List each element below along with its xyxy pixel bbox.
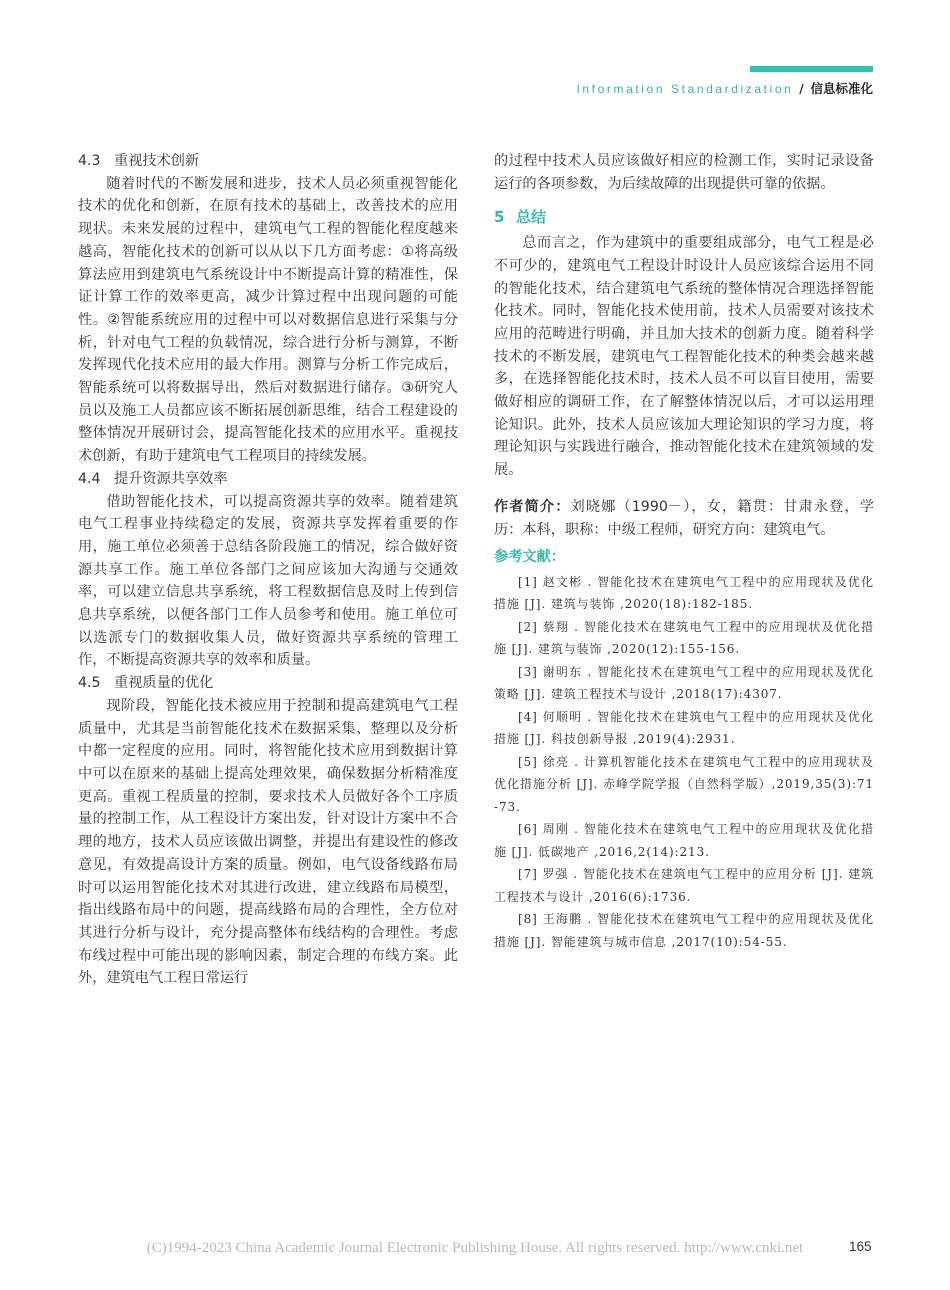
section-4-5-paragraph: 现阶段，智能化技术被应用于控制和提高建筑电气工程质量中，尤其是当前智能化技术在数据采集、整理以及分析中都一定程度的应用。同时，将智能化技术应用到数据计算中可以在原来的基础上提高处理效果，确保数据分析精准度更高。重视工程质量的控制，要求技术人员做好各个工序质量的控制工作，从工程设计方案出发，针对设计方案中不合理的地方，技术人员应该做出调整，并提出有建设性的修改意见，有效提高设计方案的质量。例如，电气设备线路布局时可以运用智能化技术对其进行改进，建立线路布局模型，指出线路布局中的问题，提高线路布局的合理性，全方位对其进行分析与设计，充分提高整体布线结构的合理性。考虑布线过程中可能出现的影响因素，制定合理的布线方案。此外，建筑电气工程日常运行	[78, 697, 458, 987]
reference-item: [1] 赵文彬 . 智能化技术在建筑电气工程中的应用现状及优化措施 [J]. 建筑与装饰 ,2020(18):182-185.	[494, 574, 874, 612]
section-4-5-heading	[78, 672, 458, 695]
journal-title-cn: 信息标准化	[810, 81, 873, 96]
left-column	[78, 150, 458, 990]
copyright-footer: (C)1994-2023 China Academic Journal Electronic Publishing House. All rights reserved. http://www.cnki.net	[146, 1240, 804, 1256]
section-title: 提升资源共享效率	[114, 470, 228, 487]
section-number: 4.5	[78, 675, 101, 692]
author-bio-text: 刘晓娜（1990－），女，籍贯：甘肃永登，学历：本科，职称：中级工程师，研究方向：建筑电气。	[494, 498, 874, 538]
section-5-heading	[494, 206, 874, 229]
section-number: 5	[494, 208, 505, 227]
section-title: 重视质量的优化	[114, 675, 214, 692]
journal-title-en: Information Standardization	[576, 82, 794, 96]
section-number: 4.4	[78, 470, 101, 487]
reference-item: [5] 徐亮 . 计算机智能化技术在建筑电气工程中的应用现状及优化措施分析 [J]. 赤峰学院学报（自然科学版）,2019,35(3):71-73.	[494, 754, 874, 814]
header-separator: /	[799, 82, 804, 96]
section-title: 总结	[516, 208, 547, 227]
author-bio	[494, 496, 874, 541]
section-4-3-paragraph: 随着时代的不断发展和进步，技术人员必须重视智能化技术的优化和创新，在原有技术的基础上，改善技术的应用现状。未来发展的过程中，建筑电气工程的智能化程度越来越高，智能化技术的创新可以从以下几方面考虑：①将高级算法应用到建筑电气系统设计中不断提高计算的精准性，保证计算工作的效率更高，减少计算过程中出现问题的可能性。②智能系统应用的过程中可以对数据信息进行采集与分析，针对电气工程的负载情况，综合进行分析与测算，不断发挥现代化技术应用的最大作用。测算与分析工作完成后，智能系统可以将数据导出，然后对数据进行储存。③研究人员以及施工人员都应该不断拓展创新思维，结合工程建设的整体情况开展研讨会，提高智能化技术的应用水平。重视技术创新，有助于建筑电气工程项目的持续发展。	[78, 175, 458, 465]
page-number: 165	[849, 1239, 872, 1254]
right-column	[494, 150, 874, 953]
section-4-4-heading	[78, 468, 458, 491]
reference-item: [8] 王海鹏 . 智能化技术在建筑电气工程中的应用现状及优化措施 [J]. 智能建筑与城市信息 ,2017(10):54-55.	[494, 912, 874, 949]
reference-item: [2] 蔡翔 . 智能化技术在建筑电气工程中的应用现状及优化措施 [J]. 建筑与装饰 ,2020(12):155-156.	[494, 619, 874, 657]
reference-item: [3] 谢明东 . 智能化技术在建筑电气工程中的应用现状及优化策略 [J]. 建筑工程技术与设计 ,2018(17):4307.	[494, 664, 874, 702]
header-accent-bar	[750, 66, 873, 72]
reference-item: [7] 罗强 . 智能化技术在建筑电气工程中的应用分析 [J]. 建筑工程技术与设计 ,2016(6):1736.	[494, 867, 874, 904]
section-5-paragraph: 总而言之，作为建筑中的重要组成部分，电气工程是必不可少的，建筑电气工程设计时设计人员应该综合运用不同的智能化技术，结合建筑电气系统的整体情况合理选择智能化技术。同时，智能化技术使用前，技术人员需要对该技术应用的范畴进行明确，并且加大技术的创新力度。随着科学技术的不断发展，建筑电气工程智能化技术的种类会越来越多，在选择智能化技术时，技术人员不可以盲目使用，需要做好相应的调研工作，在了解整体情况以后，才可以运用理论知识。此外，技术人员应该加大理论知识的学习力度，将理论知识与实践进行融合，推动智能化技术在建筑领域的发展。	[494, 235, 874, 479]
references-heading: 参考文献：	[494, 549, 565, 566]
section-title: 重视技术创新	[114, 153, 200, 169]
section-number: 4.3	[78, 153, 101, 169]
section-4-4-paragraph: 借助智能化技术，可以提高资源共享的效率。随着建筑电气工程事业持续稳定的发展，资源共享发挥着重要的作用，施工单位必须善于总结各阶段施工的情况，综合做好资源共享工作。施工单位各部门之间应该加大沟通与交通效率，可以建立信息共享系统，将工程数据信息及时上传到信息共享系统，以便各部门工作人员参考和使用。施工单位可以选派专门的数据收集人员，做好资源共享系统的管理工作，不断提高资源共享的效率和质量。	[78, 493, 458, 669]
reference-item: [4] 何顺明 . 智能化技术在建筑电气工程中的应用现状及优化措施 [J]. 科技创新导报 ,2019(4):2931.	[494, 709, 874, 747]
reference-item: [6] 周刚 . 智能化技术在建筑电气工程中的应用现状及优化措施 [J]. 低碳地产 ,2016,2(14):213.	[494, 822, 874, 859]
journal-header	[576, 81, 873, 97]
author-bio-label: 作者简介：	[494, 498, 571, 515]
continuation-paragraph: 的过程中技术人员应该做好相应的检测工作，实时记录设备运行的各项参数，为后续故障的出现提供可靠的依据。	[494, 153, 874, 192]
section-4-3-heading	[78, 150, 458, 173]
